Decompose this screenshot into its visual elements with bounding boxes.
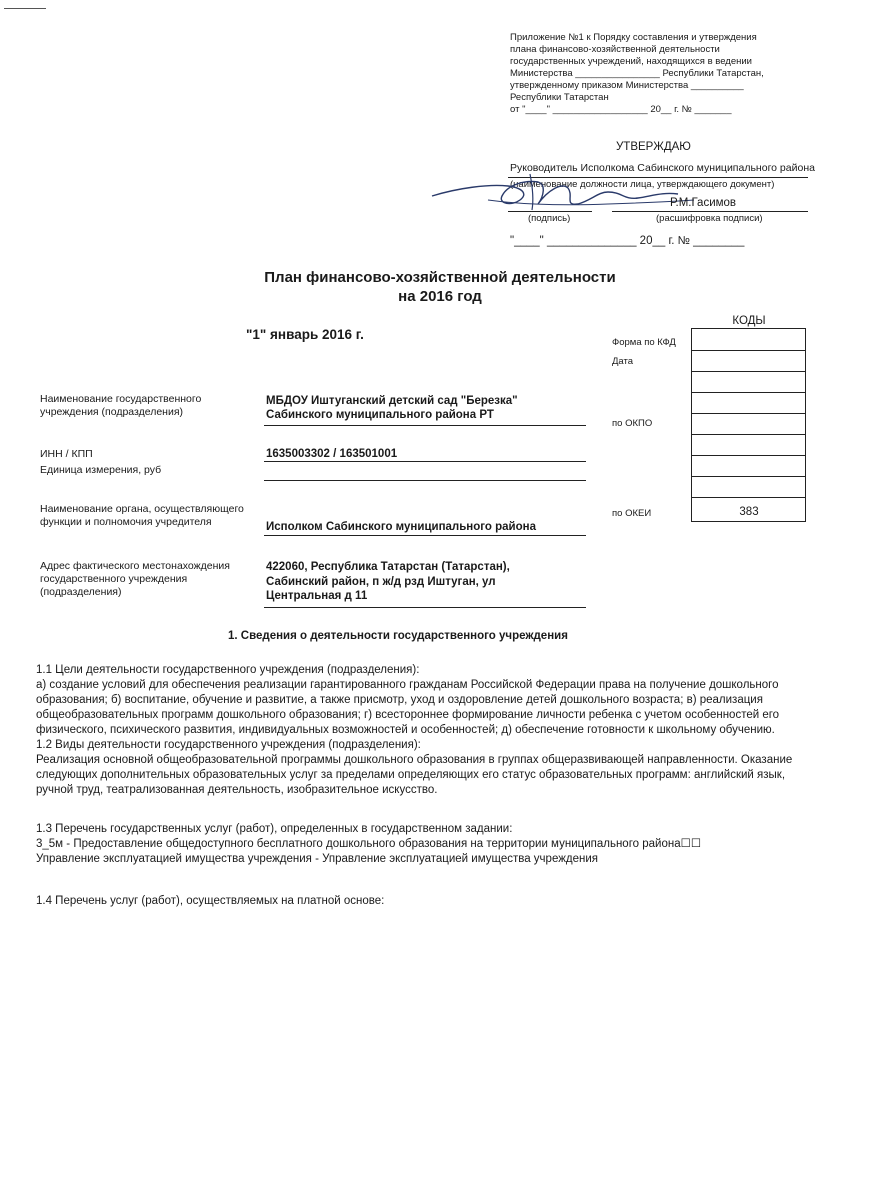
appendix-line: от "____" __________________ 20__ г. № _______ [510,104,732,115]
appendix-line: утвержденному приказом Министерства __________ [510,80,744,91]
date-code-label: Дата [612,356,634,367]
signatory-name: Р.М.Гасимов [670,197,737,209]
position-caption: (наименование должности лица, утверждающего документ) [510,179,775,190]
institution-value [266,394,518,422]
services-line: Управление эксплуатацией имущества учреждения - Управление эксплуатацией имущества учреждения [36,853,599,865]
organ-underline [264,535,586,536]
address-label-line: Адрес фактического местонахождения [40,560,230,572]
institution-value-line: МБДОУ Иштуганский детский сад "Березка" [266,395,518,407]
organ-value: Исполком Сабинского муниципального района [266,521,536,533]
document-title [160,268,720,306]
title-line-1: План финансово-хозяйственной деятельности [264,269,616,286]
unit-label: Единица измерения, руб [40,464,162,476]
goals-block [36,663,846,798]
appendix-line: плана финансово-хозяйственной деятельности [510,44,720,55]
inn-label: ИНН / КПП [40,448,93,460]
appendix-line: государственных учреждений, находящихся в ведении [510,56,752,67]
inn-value: 1635003302 / 163501001 [266,448,398,460]
appendix-line: Министерства ________________ Республики Татарстан, [510,68,764,79]
institution-label-line: учреждения (подразделения) [40,406,184,418]
goals-title: 1.1 Цели деятельности государственного учреждения (подразделения): [36,664,420,676]
appendix-note [510,32,840,116]
services-title: 1.3 Перечень государственных услуг (работ), определенных в государственном задании: [36,823,513,835]
address-label-line: (подразделения) [40,586,122,598]
codes-row-divider [692,392,805,393]
address-label [40,560,230,599]
codes-header: КОДЫ [732,315,766,327]
approval-date-line: "____" ______________ 20__ г. № ________ [510,235,745,247]
address-label-line: государственного учреждения [40,573,188,585]
codes-row-divider [692,476,805,477]
okei-label: по ОКЕИ [612,508,652,519]
okei-value: 383 [739,506,759,518]
services-line: 3_5м - Предоставление общедоступного бесплатного дошкольного образования на территории муниципального района☐☐ [36,838,702,850]
kinds-line: Реализация основной общеобразовательной программы дошкольного образования в группах общеразвивающей направленности. Оказание [36,754,793,766]
codes-row-divider [692,434,805,435]
decode-line [612,211,808,212]
unit-underline [264,480,586,481]
codes-row-divider [692,350,805,351]
signature-scribble [428,170,698,216]
title-line-2: на 2016 год [398,288,482,305]
goals-line: физического, психического развития, индивидуальных возможностей и особенностей; д) обеспечение готовности к школьному обучению. [36,724,775,736]
codes-row-divider [692,371,805,372]
okpo-label: по ОКПО [612,418,653,429]
organ-label-line: функции и полномочия учредителя [40,516,212,528]
paid-services-title: 1.4 Перечень услуг (работ), осуществляемых на платной основе: [36,895,385,907]
institution-label [40,393,201,419]
approval-title: УТВЕРЖДАЮ [616,141,691,153]
organ-label-line: Наименование органа, осуществляющего [40,503,244,515]
services-block [36,822,846,867]
organ-label [40,503,244,529]
codes-row-divider [692,413,805,414]
codes-row-divider [692,497,805,498]
address-value-line: Центральная д 11 [266,590,368,602]
goals-line: а) создание условий для обеспечения реализации гарантированного гражданам Российской Федерации права на получение дошкольного [36,679,779,691]
kinds-line: ручной труд, театрализованная деятельность, изобразительное искусство. [36,784,438,796]
institution-label-line: Наименование государственного [40,393,202,405]
kinds-line: следующих дополнительных образовательных услуг за пределами определяющих его статус образовательных программ: английский язык, [36,769,786,781]
address-underline [264,607,586,608]
address-value-line: Сабинский район, п ж/д рзд Иштуган, ул [266,575,496,588]
codes-row-divider [692,455,805,456]
institution-value-line: Сабинского муниципального района РТ [266,409,494,421]
institution-underline [264,425,586,426]
codes-table [691,328,806,522]
goals-line: общеобразовательных программ дошкольного образования; г) всестороннее формирование личности ребенка с учетом особенностей его [36,709,780,721]
kinds-title: 1.2 Виды деятельности государственного учреждения (подразделения): [36,739,421,751]
decode-caption: (расшифровка подписи) [656,213,763,224]
approver-position: Руководитель Исполкома Сабинского муниципального района [510,162,815,174]
appendix-line: Республики Татарстан [510,92,609,103]
address-value [266,560,510,604]
signature-line [508,211,592,212]
document-date: "1" январь 2016 г. [246,327,364,342]
inn-underline [264,461,586,462]
address-value-line: 422060, Республика Татарстан (Татарстан), [266,561,510,573]
goals-line: образования; б) воспитание, обучение и развитие, а также присмотр, уход и оздоровление детей дошкольного возраста; в) реализация [36,694,763,706]
signature-caption: (подпись) [528,213,571,224]
form-kfd-label: Форма по КФД [612,337,676,348]
appendix-line: Приложение №1 к Порядку составления и утверждения [510,32,757,43]
section-1-heading: 1. Сведения о деятельности государственного учреждения [228,630,568,642]
scan-mark [4,8,46,9]
